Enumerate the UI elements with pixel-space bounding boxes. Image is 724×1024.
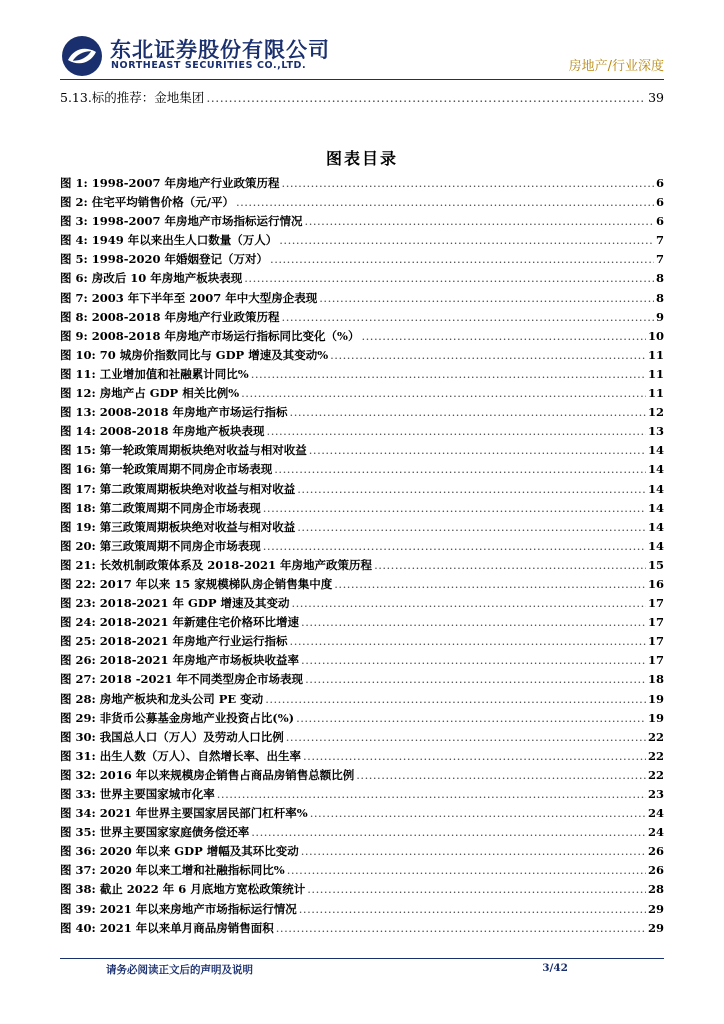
figure-index-title: 图表目录 bbox=[325, 149, 398, 168]
figure-entry-page: 14 bbox=[647, 443, 664, 458]
figure-entry-label: 图 29: 非货币公募基金房地产业投资占比(%) bbox=[60, 710, 295, 725]
figure-list bbox=[60, 174, 664, 938]
figure-entry-page: 22 bbox=[647, 748, 664, 763]
figure-entry-page: 23 bbox=[647, 787, 664, 801]
figure-entry-label: 图 9: 2008-2018 年房地产市场运行指标同比变化（%） bbox=[60, 328, 360, 343]
figure-entry-label: 图 7: 2003 年下半年至 2007 年中大型房企表现 bbox=[60, 290, 318, 305]
figure-entry-label: 图 16: 第一轮政策周期不同房企市场表现 bbox=[60, 462, 273, 477]
leader-dots bbox=[356, 766, 646, 785]
figure-entry-label: 图 6: 房改后 10 年房地产板块表现 bbox=[60, 271, 243, 286]
figure-entry[interactable] bbox=[60, 804, 664, 823]
figure-entry[interactable] bbox=[60, 861, 664, 880]
figure-entry[interactable] bbox=[60, 518, 664, 537]
figure-entry-page: 17 bbox=[647, 653, 664, 668]
leader-dots bbox=[270, 250, 654, 269]
toc-entry-label: 5.13.标的推荐：金地集团 bbox=[60, 90, 205, 105]
leader-dots bbox=[290, 632, 646, 651]
figure-entry[interactable] bbox=[60, 900, 664, 919]
figure-entry[interactable] bbox=[60, 250, 664, 269]
leader-dots bbox=[292, 594, 646, 613]
figure-entry-page: 19 bbox=[647, 710, 664, 725]
leader-dots bbox=[236, 193, 654, 212]
company-name-en: NORTHEAST SECURITIES CO.,LTD. bbox=[111, 60, 307, 71]
figure-entry-label: 图 13: 2008-2018 年房地产市场运行指标 bbox=[60, 405, 288, 420]
figure-entry-label: 图 39: 2021 年以来房地产市场指标运行情况 bbox=[60, 901, 297, 916]
leader-dots bbox=[290, 403, 646, 422]
footer-divider bbox=[60, 958, 664, 959]
figure-entry-label: 图 32: 2016 年以来规模房企销售占商品房销售总额比例 bbox=[60, 767, 355, 782]
leader-dots bbox=[309, 441, 646, 460]
figure-entry[interactable] bbox=[60, 174, 664, 193]
figure-entry-label: 图 17: 第二政策周期板块绝对收益与相对收益 bbox=[60, 481, 296, 496]
toc-entry-page: 39 bbox=[648, 90, 664, 105]
figure-entry-page: 15 bbox=[647, 557, 664, 572]
footer-disclaimer: 请务必阅读正文后的声明及说明 bbox=[106, 964, 253, 976]
figure-entry[interactable] bbox=[60, 327, 664, 346]
figure-entry[interactable] bbox=[60, 709, 664, 728]
figure-entry[interactable] bbox=[60, 670, 664, 689]
figure-entry-label: 图 37: 2020 年以来工增和社融指标同比% bbox=[60, 863, 285, 878]
figure-entry[interactable] bbox=[60, 480, 664, 499]
figure-entry[interactable] bbox=[60, 766, 664, 785]
figure-entry-page: 11 bbox=[647, 366, 664, 381]
figure-entry[interactable] bbox=[60, 728, 664, 747]
leader-dots bbox=[301, 842, 646, 861]
leader-dots bbox=[287, 861, 646, 880]
figure-entry[interactable] bbox=[60, 460, 664, 479]
figure-entry-label: 图 28: 房地产板块和龙头公司 PE 变动 bbox=[60, 691, 264, 706]
leader-dots bbox=[307, 880, 646, 899]
figure-entry[interactable] bbox=[60, 651, 664, 670]
figure-entry[interactable] bbox=[60, 880, 664, 899]
figure-entry-label: 图 34: 2021 年世界主要国家居民部门杠杆率% bbox=[60, 806, 308, 821]
figure-entry[interactable] bbox=[60, 575, 664, 594]
figure-entry[interactable] bbox=[60, 346, 664, 365]
figure-entry[interactable] bbox=[60, 785, 664, 804]
figure-entry-label: 图 14: 2008-2018 年房地产板块表现 bbox=[60, 424, 265, 439]
figure-entry[interactable] bbox=[60, 842, 664, 861]
figure-entry[interactable] bbox=[60, 823, 664, 842]
figure-entry[interactable] bbox=[60, 919, 664, 938]
figure-entry-label: 图 27: 2018 -2021 年不同类型房企市场表现 bbox=[60, 672, 304, 687]
figure-entry-page: 29 bbox=[647, 920, 664, 935]
figure-entry-page: 8 bbox=[655, 271, 664, 286]
figure-entry-label: 图 4: 1949 年以来出生人口数量（万人） bbox=[60, 233, 278, 248]
figure-entry[interactable] bbox=[60, 212, 664, 231]
figure-entry[interactable] bbox=[60, 289, 664, 308]
leader-dots bbox=[251, 365, 646, 384]
figure-entry-label: 图 23: 2018-2021 年 GDP 增速及其变动 bbox=[60, 596, 290, 611]
leader-dots bbox=[305, 670, 646, 689]
figure-entry-label: 图 19: 第三政策周期板块绝对收益与相对收益 bbox=[60, 519, 296, 534]
figure-entry-page: 16 bbox=[647, 576, 664, 591]
figure-entry[interactable] bbox=[60, 269, 664, 288]
figure-entry-page: 12 bbox=[647, 405, 664, 420]
figure-entry-label: 图 31: 出生人数（万人）、自然增长率、出生率 bbox=[60, 748, 302, 763]
figure-entry-label: 图 2: 住宅平均销售价格（元/平） bbox=[60, 195, 234, 210]
figure-entry-label: 图 36: 2020 年以来 GDP 增幅及其环比变动 bbox=[60, 844, 299, 859]
header-divider bbox=[60, 79, 664, 80]
figure-entry[interactable] bbox=[60, 690, 664, 709]
figure-entry-page: 17 bbox=[647, 634, 664, 649]
figure-entry[interactable] bbox=[60, 365, 664, 384]
leader-dots bbox=[330, 346, 646, 365]
figure-entry[interactable] bbox=[60, 384, 664, 403]
figure-entry-label: 图 10: 70 城房价指数同比与 GDP 增速及其变动% bbox=[60, 347, 329, 362]
leader-dots bbox=[319, 289, 654, 308]
leader-dots bbox=[303, 747, 646, 766]
figure-entry[interactable] bbox=[60, 747, 664, 766]
figure-entry[interactable] bbox=[60, 613, 664, 632]
leader-dots bbox=[334, 575, 646, 594]
figure-entry-page: 10 bbox=[647, 328, 664, 343]
figure-entry-page: 14 bbox=[647, 462, 664, 477]
figure-entry-page: 22 bbox=[647, 729, 664, 744]
figure-entry[interactable] bbox=[60, 231, 664, 250]
leader-dots bbox=[265, 690, 646, 709]
figure-entry-label: 图 11: 工业增加值和社融累计同比% bbox=[60, 366, 249, 381]
figure-entry[interactable] bbox=[60, 556, 664, 575]
leader-dots bbox=[279, 231, 654, 250]
leader-dots bbox=[206, 90, 646, 105]
figure-entry[interactable] bbox=[60, 537, 664, 556]
figure-entry-page: 7 bbox=[655, 233, 664, 248]
figure-entry-label: 图 12: 房地产占 GDP 相关比例% bbox=[60, 386, 240, 401]
leader-dots bbox=[286, 728, 646, 747]
company-name-cn: 东北证券股份有限公司 bbox=[110, 38, 330, 62]
figure-entry-page: 19 bbox=[647, 691, 664, 706]
figure-entry-page: 6 bbox=[655, 214, 664, 229]
figure-entry-page: 17 bbox=[647, 596, 664, 611]
figure-entry-label: 图 35: 世界主要国家家庭债务偿还率 bbox=[60, 825, 250, 840]
figure-entry-label: 图 8: 2008-2018 年房地产行业政策历程 bbox=[60, 309, 280, 324]
leader-dots bbox=[310, 804, 646, 823]
figure-entry-page: 11 bbox=[647, 347, 664, 362]
page-header bbox=[60, 30, 664, 80]
leader-dots bbox=[301, 651, 646, 670]
toc-entry[interactable] bbox=[60, 88, 664, 106]
figure-entry[interactable] bbox=[60, 422, 664, 441]
figure-entry-page: 11 bbox=[647, 386, 664, 401]
figure-entry-label: 图 30: 我国总人口（万人）及劳动人口比例 bbox=[60, 729, 284, 744]
leader-dots bbox=[241, 384, 646, 403]
figure-entry-page: 13 bbox=[647, 424, 664, 439]
leader-dots bbox=[297, 480, 646, 499]
leader-dots bbox=[299, 900, 646, 919]
figure-entry-label: 图 38: 截止 2022 年 6 月底地方宽松政策统计 bbox=[60, 882, 306, 897]
figure-entry-label: 图 33: 世界主要国家城市化率 bbox=[60, 787, 215, 801]
figure-entry-page: 29 bbox=[647, 901, 664, 916]
figure-entry-page: 24 bbox=[647, 825, 664, 840]
figure-entry-label: 图 15: 第一轮政策周期板块绝对收益与相对收益 bbox=[60, 443, 307, 458]
figure-entry-page: 6 bbox=[655, 176, 664, 190]
leader-dots bbox=[374, 556, 646, 575]
figure-entry[interactable] bbox=[60, 308, 664, 327]
leader-dots bbox=[361, 327, 646, 346]
figure-entry-page: 14 bbox=[647, 500, 664, 515]
figure-entry-page: 6 bbox=[655, 195, 664, 210]
figure-entry[interactable] bbox=[60, 632, 664, 651]
leader-dots bbox=[274, 460, 646, 479]
figure-entry-label: 图 5: 1998-2020 年婚姻登记（万对） bbox=[60, 252, 269, 267]
figure-entry[interactable] bbox=[60, 193, 664, 212]
figure-entry-page: 18 bbox=[647, 672, 664, 687]
figure-entry-page: 22 bbox=[647, 767, 664, 782]
leader-dots bbox=[251, 823, 646, 842]
figure-entry-page: 14 bbox=[647, 538, 664, 553]
leader-dots bbox=[244, 269, 654, 288]
leader-dots bbox=[267, 422, 646, 441]
figure-entry-label: 图 24: 2018-2021 年新建住宅价格环比增速 bbox=[60, 615, 300, 630]
leader-dots bbox=[282, 174, 654, 193]
figure-entry-label: 图 22: 2017 年以来 15 家规模梯队房企销售集中度 bbox=[60, 576, 333, 591]
figure-entry-page: 7 bbox=[655, 252, 664, 267]
figure-entry-label: 图 25: 2018-2021 年房地产行业运行指标 bbox=[60, 634, 288, 649]
figure-entry-label: 图 21: 长效机制政策体系及 2018-2021 年房地产政策历程 bbox=[60, 557, 373, 572]
figure-entry-page: 14 bbox=[647, 481, 664, 496]
figure-entry[interactable] bbox=[60, 441, 664, 460]
figure-entry[interactable] bbox=[60, 403, 664, 422]
leader-dots bbox=[263, 537, 646, 556]
leader-dots bbox=[305, 212, 654, 231]
figure-entry-page: 28 bbox=[647, 882, 664, 897]
leader-dots bbox=[217, 785, 646, 804]
figure-entry-label: 图 1: 1998-2007 年房地产行业政策历程 bbox=[60, 176, 280, 190]
figure-entry-page: 9 bbox=[655, 309, 664, 324]
leader-dots bbox=[296, 709, 646, 728]
leader-dots bbox=[263, 499, 646, 518]
leader-dots bbox=[297, 518, 646, 537]
figure-entry-page: 8 bbox=[655, 290, 664, 305]
leader-dots bbox=[301, 613, 646, 632]
page-number: 3/42 bbox=[542, 962, 568, 974]
figure-entry-label: 图 26: 2018-2021 年房地产市场板块收益率 bbox=[60, 653, 300, 668]
figure-entry-label: 图 3: 1998-2007 年房地产市场指标运行情况 bbox=[60, 214, 303, 229]
figure-entry-label: 图 20: 第三政策周期不同房企市场表现 bbox=[60, 538, 261, 553]
company-logo-icon bbox=[60, 34, 104, 78]
figure-entry-page: 26 bbox=[647, 863, 664, 878]
figure-entry-page: 24 bbox=[647, 806, 664, 821]
figure-entry-page: 26 bbox=[647, 844, 664, 859]
report-category: 房地产/行业深度 bbox=[568, 59, 664, 74]
leader-dots bbox=[282, 308, 654, 327]
figure-entry[interactable] bbox=[60, 594, 664, 613]
leader-dots bbox=[276, 919, 646, 938]
figure-entry-label: 图 40: 2021 年以来单月商品房销售面积 bbox=[60, 920, 274, 935]
figure-entry[interactable] bbox=[60, 499, 664, 518]
figure-entry-page: 17 bbox=[647, 615, 664, 630]
figure-entry-page: 14 bbox=[647, 519, 664, 534]
figure-entry-label: 图 18: 第二政策周期不同房企市场表现 bbox=[60, 500, 261, 515]
